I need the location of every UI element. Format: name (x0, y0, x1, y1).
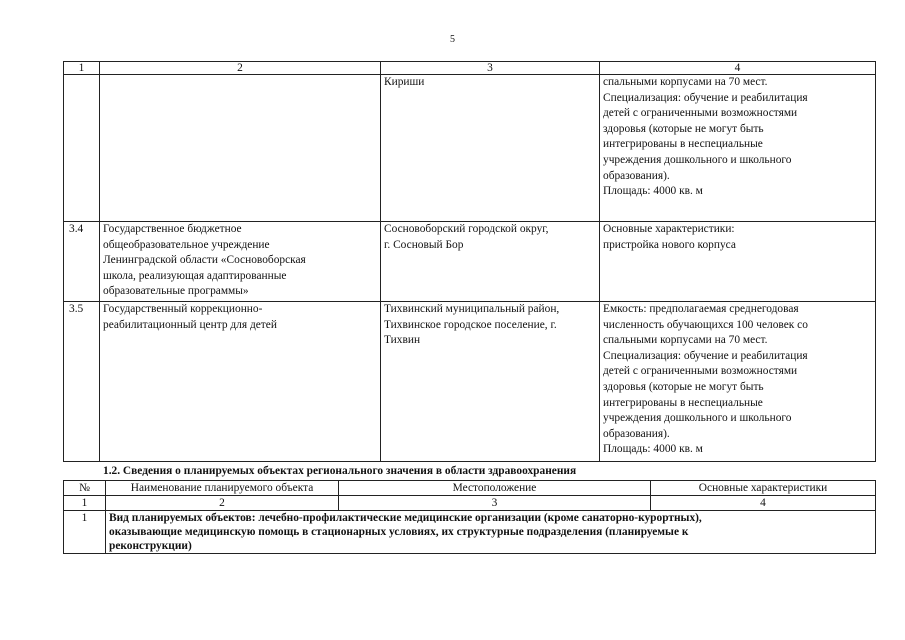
header-cell-3: 3 (381, 62, 600, 75)
characteristics-line: детей с ограниченными возможностями (603, 107, 798, 120)
column-header-location: Местоположение (339, 481, 651, 496)
column-number: 1 (64, 496, 106, 511)
table-header-row (64, 62, 876, 75)
characteristics-cell (600, 222, 876, 302)
characteristics-line: Специализация: обучение и реабилитация (603, 91, 808, 104)
object-name-line: школа, реализующая адаптированные (103, 269, 287, 282)
characteristics-cell (600, 75, 876, 222)
characteristics-line: здоровья (которые не могут быть (603, 380, 764, 393)
objects-table (63, 61, 876, 462)
characteristics-line: учреждения дошкольного и школьного (603, 153, 792, 166)
object-name-cell (100, 222, 381, 302)
table-row (64, 222, 876, 302)
column-number: 2 (106, 496, 339, 511)
header-cell-4: 4 (600, 62, 876, 75)
column-header-characteristics: Основные характеристики (651, 481, 876, 496)
location-cell (381, 302, 600, 462)
object-name-cell (100, 75, 381, 222)
section-title: 1.2. Сведения о планируемых объектах регионального значения в области здравоохранения (103, 465, 577, 477)
row-number: 3.4 (64, 222, 100, 302)
healthcare-objects-table (63, 480, 876, 554)
characteristics-line: интегрированы в неспециальные (603, 138, 763, 151)
table-header-row (64, 481, 876, 496)
table-row (64, 511, 876, 554)
header-cell-1: 1 (64, 62, 100, 75)
object-name-line: реабилитационный центр для детей (103, 318, 277, 331)
characteristics-line: Емкость: предполагаемая среднегодовая (603, 303, 799, 315)
location-line: Тихвинское городское поселение, г. (384, 318, 557, 331)
characteristics-line: спальными корпусами на 70 мест. (603, 76, 768, 88)
characteristics-line: Основные характеристики: (603, 223, 735, 235)
table-row (64, 75, 876, 222)
object-name-line: Государственный коррекционно- (103, 303, 263, 315)
characteristics-line: учреждения дошкольного и школьного (603, 412, 792, 425)
characteristics-line: спальными корпусами на 70 мест. (603, 334, 768, 347)
object-name-line: образовательные программы» (103, 285, 249, 298)
characteristics-line: Площадь: 4000 кв. м (603, 443, 703, 456)
row-number: 1 (64, 511, 106, 554)
characteristics-line: здоровья (которые не могут быть (603, 122, 764, 135)
characteristics-line: интегрированы в неспециальные (603, 396, 763, 409)
location-cell (381, 222, 600, 302)
characteristics-cell (600, 302, 876, 462)
page-number: 5 (450, 34, 455, 45)
column-header-name: Наименование планируемого объекта (106, 481, 339, 496)
table-row (64, 302, 876, 462)
location-line: Тихвинский муниципальный район, (384, 303, 560, 315)
header-cell-2: 2 (100, 62, 381, 75)
characteristics-line: детей с ограниченными возможностями (603, 365, 798, 378)
characteristics-line: Площадь: 4000 кв. м (603, 185, 703, 198)
row-number: 3.5 (64, 302, 100, 462)
column-number: 4 (651, 496, 876, 511)
column-number: 3 (339, 496, 651, 511)
characteristics-line: численность обучающихся 100 человек со (603, 318, 808, 331)
location-line: Кириши (384, 76, 425, 88)
object-name-line: Государственное бюджетное (103, 223, 242, 235)
location-cell (381, 75, 600, 222)
row-number (64, 75, 100, 222)
column-header-number: № (64, 481, 106, 496)
location-line: Сосновоборский городской округ, (384, 223, 549, 235)
column-numbers-row (64, 496, 876, 511)
description-line: Вид планируемых объектов: лечебно-профилактические медицинские организации (кроме санаторно-курортных), (109, 512, 702, 524)
location-line: Тихвин (384, 334, 421, 347)
characteristics-line: образования). (603, 169, 670, 182)
location-line: г. Сосновый Бор (384, 238, 464, 251)
description-line: оказывающие медицинскую помощь в стационарных условиях, их структурные подразделения (планируемые к (109, 526, 689, 538)
object-name-line: Ленинградской области «Сосновоборская (103, 254, 306, 267)
object-name-line: общеобразовательное учреждение (103, 238, 270, 251)
characteristics-line: образования). (603, 427, 670, 440)
characteristics-line: пристройка нового корпуса (603, 238, 736, 251)
characteristics-line: Специализация: обучение и реабилитация (603, 349, 808, 362)
description-line: реконструкции) (109, 540, 192, 552)
object-name-cell (100, 302, 381, 462)
object-type-description (106, 511, 876, 554)
